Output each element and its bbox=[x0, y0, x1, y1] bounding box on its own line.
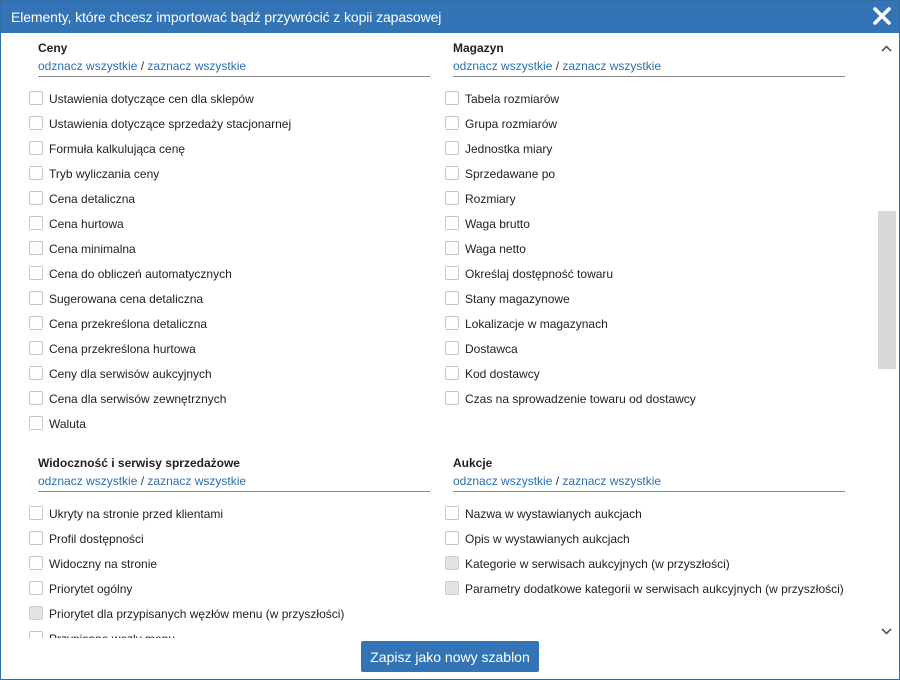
checkbox-label: Nazwa w wystawianych aukcjach bbox=[465, 507, 642, 521]
section-title-widocznosc: Widoczność i serwisy sprzedażowe bbox=[38, 456, 240, 470]
checkbox[interactable] bbox=[445, 216, 459, 230]
deselect-all-link-ceny[interactable]: odznacz wszystkie bbox=[38, 59, 138, 73]
section-title-magazyn: Magazyn bbox=[453, 41, 504, 55]
checkbox-label: Cena przekreślona hurtowa bbox=[49, 342, 196, 356]
checkbox[interactable] bbox=[29, 116, 43, 130]
scrollbar-thumb[interactable] bbox=[878, 211, 896, 369]
checkbox-label: Określaj dostępność towaru bbox=[465, 267, 614, 281]
deselect-all-link-widocznosc[interactable]: odznacz wszystkie bbox=[38, 474, 138, 488]
links-separator: / bbox=[137, 474, 148, 488]
checkbox-label: Ukryty na stronie przed klientami bbox=[49, 507, 224, 521]
checkbox-label: Jednostka miary bbox=[465, 142, 553, 156]
checkbox[interactable] bbox=[445, 316, 459, 330]
checkbox-label: Kod dostawcy bbox=[465, 367, 540, 381]
section-title-ceny: Ceny bbox=[38, 41, 68, 55]
checkbox-label: Opis w wystawianych aukcjach bbox=[465, 532, 630, 546]
checkbox[interactable] bbox=[445, 291, 459, 305]
checkbox-label: Priorytet dla przypisanych węzłów menu (w przyszłości) bbox=[49, 607, 345, 621]
checkbox-label: Cena dla serwisów zewnętrznych bbox=[49, 392, 227, 406]
checkbox-label: Sprzedawane po bbox=[465, 167, 556, 181]
checkbox[interactable] bbox=[445, 506, 459, 520]
dialog-content bbox=[1, 33, 877, 638]
checkbox-label: Tryb wyliczania ceny bbox=[49, 167, 160, 181]
checkbox-label: Ustawienia dotyczące sprzedaży stacjonarnej bbox=[49, 117, 292, 131]
checkbox[interactable] bbox=[29, 581, 43, 595]
section-links-aukcje bbox=[453, 474, 661, 488]
scroll-down-icon[interactable] bbox=[881, 623, 892, 633]
checkbox[interactable] bbox=[445, 341, 459, 355]
section-divider bbox=[453, 76, 845, 77]
checkbox-label: Widoczny na stronie bbox=[49, 557, 158, 571]
checkbox[interactable] bbox=[29, 531, 43, 545]
dialog-footer bbox=[1, 638, 899, 679]
section-title-aukcje: Aukcje bbox=[453, 456, 493, 470]
select-all-link-magazyn[interactable]: zaznacz wszystkie bbox=[562, 59, 662, 73]
checkbox-label: Rozmiary bbox=[465, 192, 516, 206]
checkbox[interactable] bbox=[29, 366, 43, 380]
checkbox-label: Waluta bbox=[49, 417, 86, 431]
dialog-title: Elementy, które chcesz importować bądź przywrócić z kopii zapasowej bbox=[11, 9, 442, 25]
checkbox-label: Tabela rozmiarów bbox=[465, 92, 560, 106]
checkbox[interactable] bbox=[29, 266, 43, 280]
checkbox[interactable] bbox=[29, 391, 43, 405]
section-links-widocznosc bbox=[38, 474, 246, 488]
checkbox-label: Parametry dodatkowe kategorii w serwisach aukcyjnych (w przyszłości) bbox=[465, 582, 844, 596]
checkbox-label: Cena hurtowa bbox=[49, 217, 124, 231]
checkbox[interactable] bbox=[445, 391, 459, 405]
checkbox-label: Waga brutto bbox=[465, 217, 530, 231]
checkbox-label: Ceny dla serwisów aukcyjnych bbox=[49, 367, 212, 381]
section-links-ceny bbox=[38, 59, 246, 73]
checkbox[interactable] bbox=[445, 166, 459, 180]
checkbox[interactable] bbox=[445, 116, 459, 130]
checkbox[interactable] bbox=[29, 416, 43, 430]
checkbox-label: Dostawca bbox=[465, 342, 518, 356]
checkbox bbox=[29, 606, 43, 620]
checkbox[interactable] bbox=[29, 316, 43, 330]
checkbox[interactable] bbox=[445, 241, 459, 255]
checkbox-label: Kategorie w serwisach aukcyjnych (w przyszłości) bbox=[465, 557, 730, 571]
links-separator: / bbox=[552, 59, 563, 73]
checkbox-label: Profil dostępności bbox=[49, 532, 144, 546]
checkbox-label: Sugerowana cena detaliczna bbox=[49, 292, 204, 306]
checkbox[interactable] bbox=[29, 291, 43, 305]
checkbox[interactable] bbox=[29, 141, 43, 155]
checkbox[interactable] bbox=[29, 166, 43, 180]
checkbox[interactable] bbox=[445, 531, 459, 545]
checkbox-label: Cena minimalna bbox=[49, 242, 136, 256]
checkbox-label: Grupa rozmiarów bbox=[465, 117, 558, 131]
save-as-new-template-button[interactable]: Zapisz jako nowy szablon bbox=[361, 641, 539, 672]
select-all-link-ceny[interactable]: zaznacz wszystkie bbox=[147, 59, 247, 73]
checkbox-label: Waga netto bbox=[465, 242, 526, 256]
checkbox[interactable] bbox=[445, 191, 459, 205]
checkbox[interactable] bbox=[445, 266, 459, 280]
checkbox-label: Cena detaliczna bbox=[49, 192, 136, 206]
checkbox-label: Cena przekreślona detaliczna bbox=[49, 317, 208, 331]
checkbox[interactable] bbox=[29, 191, 43, 205]
checkbox[interactable] bbox=[29, 216, 43, 230]
checkbox-label: Czas na sprowadzenie towaru od dostawcy bbox=[465, 392, 696, 406]
select-all-link-widocznosc[interactable]: zaznacz wszystkie bbox=[147, 474, 247, 488]
checkbox[interactable] bbox=[29, 506, 43, 520]
checkbox[interactable] bbox=[29, 556, 43, 570]
checkbox[interactable] bbox=[445, 366, 459, 380]
checkbox[interactable] bbox=[29, 241, 43, 255]
section-divider bbox=[453, 491, 845, 492]
checkbox-label: Stany magazynowe bbox=[465, 292, 570, 306]
scroll-up-icon[interactable] bbox=[881, 41, 892, 51]
deselect-all-link-aukcje[interactable]: odznacz wszystkie bbox=[453, 474, 553, 488]
checkbox-label: Formuła kalkulująca cenę bbox=[49, 142, 186, 156]
section-divider bbox=[38, 491, 430, 492]
dialog-titlebar bbox=[1, 1, 899, 33]
checkbox[interactable] bbox=[29, 341, 43, 355]
checkbox bbox=[445, 556, 459, 570]
checkbox[interactable] bbox=[29, 91, 43, 105]
checkbox-label: Ustawienia dotyczące cen dla sklepów bbox=[49, 92, 254, 106]
section-links-magazyn bbox=[453, 59, 661, 73]
deselect-all-link-magazyn[interactable]: odznacz wszystkie bbox=[453, 59, 553, 73]
section-divider bbox=[38, 76, 430, 77]
links-separator: / bbox=[552, 474, 563, 488]
checkbox[interactable] bbox=[445, 91, 459, 105]
close-icon[interactable] bbox=[871, 4, 893, 28]
vertical-scrollbar[interactable] bbox=[877, 33, 897, 638]
checkbox-label: Lokalizacje w magazynach bbox=[465, 317, 608, 331]
checkbox[interactable] bbox=[445, 141, 459, 155]
links-separator: / bbox=[137, 59, 148, 73]
select-all-link-aukcje[interactable]: zaznacz wszystkie bbox=[562, 474, 662, 488]
checkbox bbox=[445, 581, 459, 595]
checkbox-label: Cena do obliczeń automatycznych bbox=[49, 267, 232, 281]
checkbox-label: Priorytet ogólny bbox=[49, 582, 133, 596]
